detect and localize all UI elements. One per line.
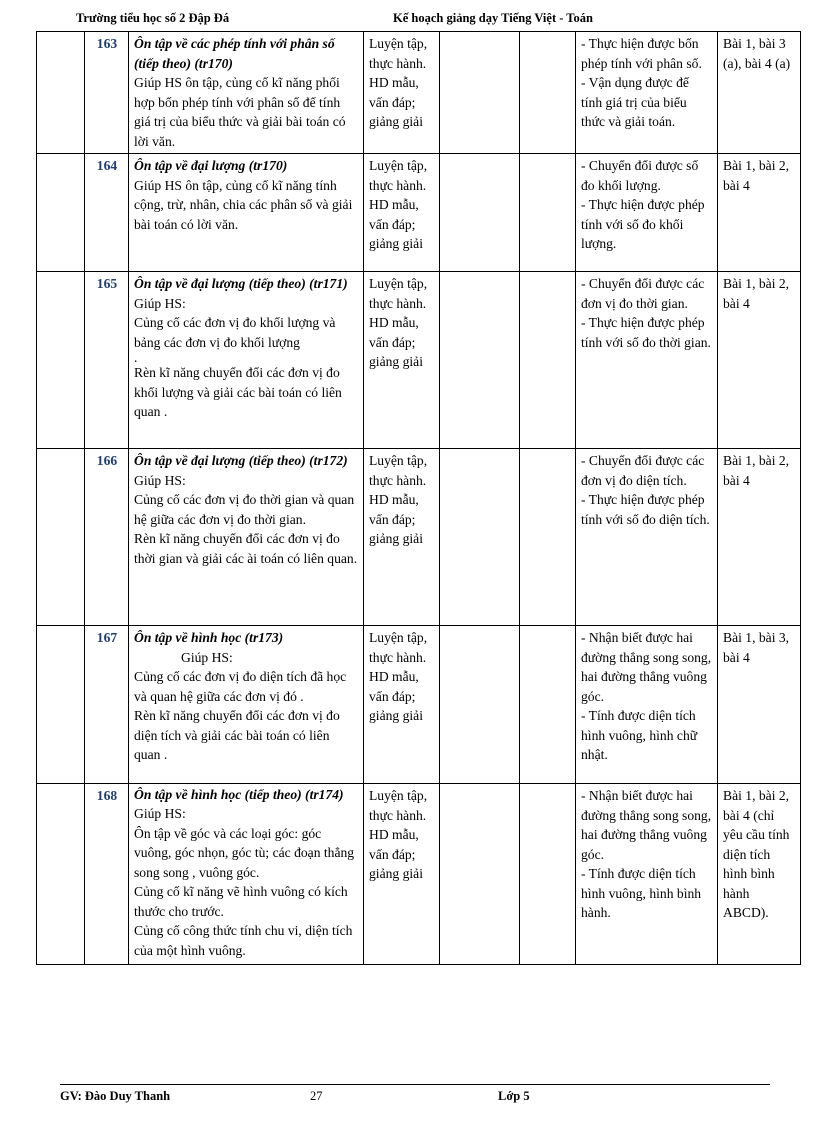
lesson-content	[129, 449, 364, 626]
lesson-content	[129, 32, 364, 154]
lesson-title: Ôn tập về hình học (tiếp theo) (tr174)	[134, 787, 344, 802]
goal-line: - Nhận biết được hai đường thẳng song song, hai đường thẳng vuông góc.	[581, 630, 712, 704]
blank-cell	[520, 626, 576, 784]
blank-cell	[37, 154, 85, 272]
blank-cell	[520, 784, 576, 965]
exercises-cell: Bài 1, bài 2, bài 4	[718, 272, 801, 449]
table-row	[37, 272, 801, 449]
table-row	[37, 784, 801, 965]
lesson-title: Ôn tập về hình học (tr173)	[134, 630, 284, 645]
page-header	[0, 11, 816, 31]
footer-divider	[60, 1084, 770, 1085]
blank-cell	[440, 784, 520, 965]
lesson-number: 167	[85, 626, 129, 784]
school-name: Trường tiểu học số 2 Đập Đá	[76, 11, 230, 25]
method-cell: Luyện tập, thực hành. HD mẫu, vấn đáp; giảng giải	[364, 154, 440, 272]
lesson-line: Giúp HS:	[134, 472, 186, 488]
lesson-line: Rèn kĩ năng chuyển đổi các đơn vị đo khối lượng và giải các bài toán có liên quan .	[134, 365, 342, 419]
goal-line: - Tính được diện tích hình vuông, hình chữ nhật.	[581, 708, 698, 762]
page-number: 27	[310, 1089, 323, 1103]
lesson-number: 163	[85, 32, 129, 154]
goal-line: - Thực hiện được phép tính với số đo diện tích.	[581, 492, 710, 527]
goal-line: - Thực hiện được phép tính với số đo khối lượng.	[581, 197, 705, 251]
lesson-line: Ôn tập về góc và các loại góc: góc vuông, góc nhọn, góc tù; các đoạn thẳng song song , vuông góc.	[134, 825, 355, 880]
goal-line: - Chuyển đổi được các đơn vị đo thời gian.	[581, 276, 705, 311]
goals-cell	[576, 32, 718, 154]
method-cell: Luyện tập, thực hành. HD mẫu, vấn đáp; giảng giải	[364, 449, 440, 626]
lesson-content	[129, 272, 364, 449]
blank-cell	[520, 449, 576, 626]
table-row	[37, 32, 801, 154]
lesson-number: 165	[85, 272, 129, 449]
goals-cell	[576, 154, 718, 272]
table-row	[37, 154, 801, 272]
lesson-line: Củng cố các đơn vị đo thời gian và quan hệ giữa các đơn vị đo thời gian.	[134, 492, 355, 527]
grade-label: Lớp 5	[498, 1089, 530, 1103]
exercises-cell: Bài 1, bài 3 (a), bài 4 (a)	[718, 32, 801, 154]
blank-cell	[440, 32, 520, 154]
lesson-content	[129, 626, 364, 784]
goals-cell	[576, 784, 718, 965]
lesson-title: Ôn tập về đại lượng (tiếp theo) (tr172)	[134, 453, 348, 468]
lesson-line: Giúp HS ôn tập, củng cố kĩ năng phối hợp bốn phép tính với phân số để tính giá trị của biểu thức và giải bài toán có lời văn.	[134, 75, 346, 149]
blank-cell	[520, 272, 576, 449]
method-cell: Luyện tập, thực hành. HD mẫu, vấn đáp; giảng giải	[364, 626, 440, 784]
goals-cell	[576, 449, 718, 626]
lesson-line: Củng cố các đơn vị đo khối lượng và bảng các đơn vị đo khối lượng	[134, 315, 336, 350]
lesson-line: Giúp HS ôn tập, củng cố kĩ năng tính cộng, trừ, nhân, chia các phân số và giải bài toán có lời văn.	[134, 177, 353, 232]
lesson-line: Rèn kĩ năng chuyển đổi các đơn vị đo thời gian và giải các ài toán có liên quan.	[134, 531, 358, 566]
blank-cell	[440, 272, 520, 449]
blank-cell	[37, 32, 85, 154]
goal-line: - Chuyển đổi được các đơn vị đo diện tích.	[581, 453, 705, 488]
lesson-plan-table	[36, 31, 801, 965]
lesson-title: Ôn tập về đại lượng (tiếp theo) (tr171)	[134, 276, 348, 291]
method-cell: Luyện tập, thực hành. HD mẫu, vấn đáp; giảng giải	[364, 784, 440, 965]
blank-cell	[520, 32, 576, 154]
blank-cell	[440, 449, 520, 626]
blank-cell	[37, 626, 85, 784]
blank-cell	[37, 784, 85, 965]
lesson-line: Rèn kĩ năng chuyển đổi các đơn vị đo diện tích và giải các bài toán có liên quan .	[134, 708, 340, 762]
blank-cell	[37, 272, 85, 449]
lesson-line: .	[134, 350, 138, 365]
exercises-cell: Bài 1, bài 2, bài 4	[718, 154, 801, 272]
method-cell: Luyện tập, thực hành. HD mẫu, vấn đáp; giảng giải	[364, 272, 440, 449]
lesson-line: Giúp HS:	[181, 649, 233, 665]
goal-line: - Vận dụng được để tính giá trị của biểu thức và giải toán.	[581, 75, 689, 129]
exercises-cell: Bài 1, bài 3, bài 4	[718, 626, 801, 784]
blank-cell	[440, 154, 520, 272]
blank-cell	[520, 154, 576, 272]
goals-cell	[576, 272, 718, 449]
exercises-cell: Bài 1, bài 2, bài 4 (chỉ yêu cầu tính diện tích hình bình hành ABCD).	[718, 784, 801, 965]
blank-cell	[37, 449, 85, 626]
exercises-cell: Bài 1, bài 2, bài 4	[718, 449, 801, 626]
table-row	[37, 449, 801, 626]
lesson-line: Củng cố kĩ năng vẽ hình vuông có kích thước cho trước.	[134, 884, 348, 919]
lesson-title: Ôn tập về đại lượng (tr170)	[134, 158, 288, 173]
lesson-number: 168	[85, 784, 129, 965]
lesson-number: 164	[85, 154, 129, 272]
teacher-name: GV: Đào Duy Thanh	[60, 1089, 171, 1103]
lesson-title: Ôn tập về các phép tính với phân số (tiếp theo) (tr170)	[134, 36, 335, 71]
table-row	[37, 626, 801, 784]
lesson-line: Giúp HS:	[134, 806, 186, 821]
blank-cell	[440, 626, 520, 784]
goals-cell	[576, 626, 718, 784]
lesson-line: Củng cố các đơn vị đo diện tích đã học và quan hệ giữa các đơn vị đó .	[134, 669, 347, 704]
goal-line: - Tính được diện tích hình vuông, hình bình hành.	[581, 866, 702, 920]
lesson-content	[129, 154, 364, 272]
lesson-number: 166	[85, 449, 129, 626]
method-cell: Luyện tập, thực hành. HD mẫu, vấn đáp; giảng giải	[364, 32, 440, 154]
goal-line: - Thực hiện được phép tính với số đo thời gian.	[581, 315, 711, 350]
lesson-line: Củng cố công thức tính chu vi, diện tích của một hình vuông.	[134, 923, 353, 958]
lesson-line: Giúp HS:	[134, 295, 186, 311]
plan-title: Kế hoạch giảng dạy Tiếng Việt - Toán	[393, 11, 593, 25]
goal-line: - Chuyển đổi được số đo khối lượng.	[581, 158, 699, 193]
goal-line: - Thực hiện được bốn phép tính với phân số.	[581, 36, 702, 71]
lesson-content	[129, 784, 364, 965]
goal-line: - Nhận biết được hai đường thẳng song song, hai đường thẳng vuông góc.	[581, 788, 712, 862]
